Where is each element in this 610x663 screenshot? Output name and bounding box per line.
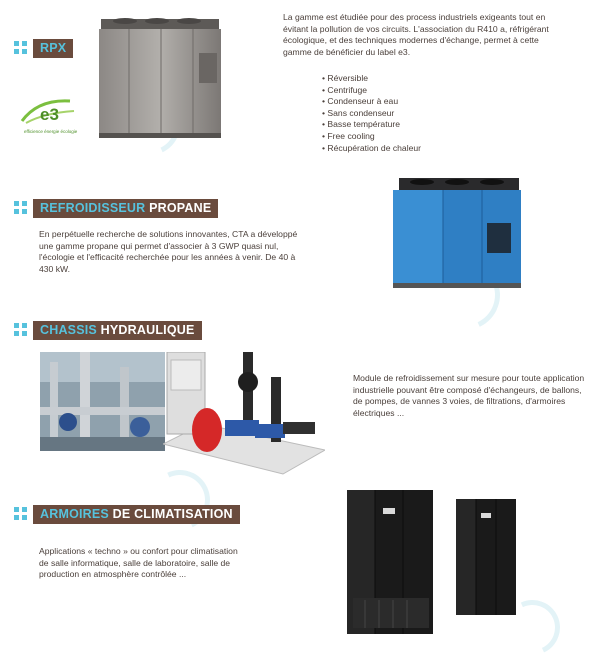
list-item: • Récupération de chaleur <box>322 143 522 155</box>
section-marker-icon <box>14 41 28 55</box>
air-conditioning-cabinet-small <box>454 497 520 619</box>
rpx-description: La gamme est étudiée pour des process industriels exigeants tout en évitant la pollution de vos circuits. L'association du R410 a, réfrigérant écologique, et des techniques modernes d'échange, permet à cette gamme de bénéficier du label e3. <box>283 12 549 57</box>
chassis-photo-installation <box>40 352 165 451</box>
list-item: • Centrifuge <box>322 85 522 97</box>
list-item: • Free cooling <box>322 131 522 143</box>
chassis-photo-module <box>163 352 325 478</box>
propane-description: En perpétuelle recherche de solutions innovantes, CTA a développé une gamme propane qui permet d'associer à 3 GWP quasi nul, l'écologie et l'efficacité recherchée pour les années à venir. De 40 à 430 kW. <box>39 229 298 274</box>
list-item: • Sans condenseur <box>322 108 522 120</box>
rpx-chiller-image <box>95 13 225 140</box>
armoires-description: Applications « techno » ou confort pour climatisation de salle informatique, salle de laboratoire, salle de production en atmosphère contrôlée ... <box>39 546 238 580</box>
propane-title: REFROIDISSEUR PROPANE <box>33 199 218 218</box>
rpx-feature-list <box>322 73 522 154</box>
e3-logo <box>18 93 80 137</box>
propane-chiller-image <box>387 178 529 293</box>
list-item: • Réversible <box>322 73 522 85</box>
chassis-title: CHASSIS HYDRAULIQUE <box>33 321 202 340</box>
svg-text:e3: e3 <box>40 105 59 124</box>
list-item: • Condenseur à eau <box>322 96 522 108</box>
section-marker-icon <box>14 201 28 215</box>
armoires-title: ARMOIRES DE CLIMATISATION <box>33 505 240 524</box>
svg-text:efficience énergie écologie: efficience énergie écologie <box>24 129 78 134</box>
chassis-description: Module de refroidissement sur mesure pour toute application industrielle pouvant être composé d'échangeurs, de ballons, de pompes, de vannes 3 voies, de filtrations, d'armoires électriques ... <box>353 373 585 418</box>
list-item: • Basse température <box>322 119 522 131</box>
rpx-title: RPX <box>33 39 73 58</box>
air-conditioning-cabinet-large <box>345 488 437 638</box>
section-marker-icon <box>14 323 28 337</box>
section-marker-icon <box>14 507 28 521</box>
